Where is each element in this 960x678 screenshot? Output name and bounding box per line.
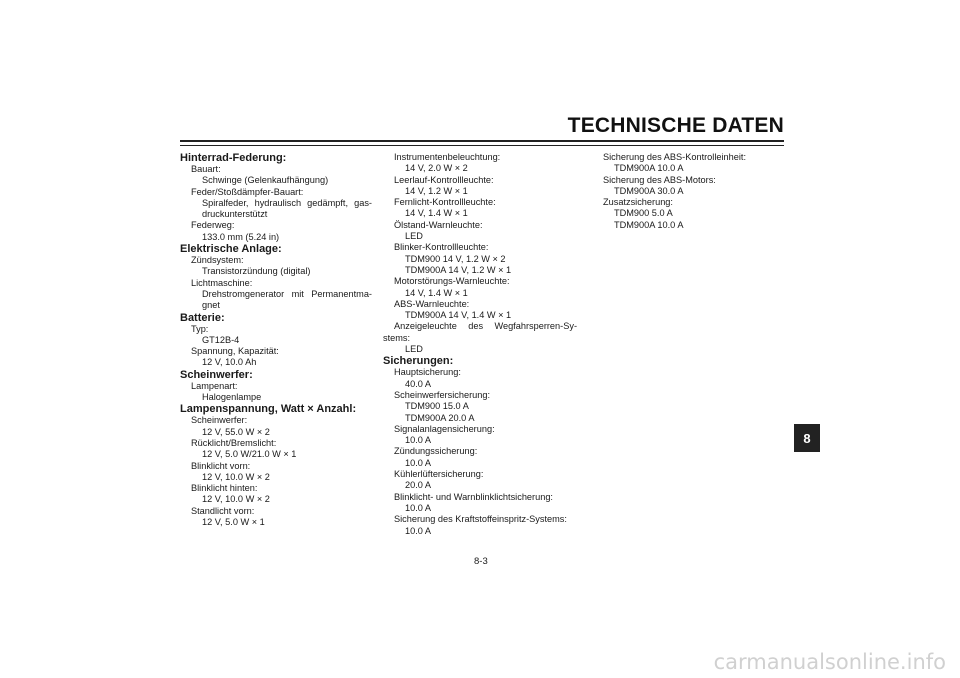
section-heading-bulbs: Lampenspannung, Watt × Anzahl: — [180, 403, 357, 416]
spec-value: 12 V, 5.0 W × 1 — [202, 517, 265, 528]
spec-value: 14 V, 1.4 W × 1 — [405, 208, 468, 219]
section-heading-headlight: Scheinwerfer: — [180, 368, 253, 381]
spec-label: Blinklicht- und Warnblinklichtsicherung: — [394, 491, 553, 502]
watermark: carmanualsonline.info — [713, 650, 946, 674]
spec-value: 14 V, 2.0 W × 2 — [405, 163, 468, 174]
spec-value: GT12B-4 — [202, 334, 240, 345]
spec-value: druckunterstützt — [202, 209, 268, 220]
spec-value: 20.0 A — [405, 480, 432, 491]
spec-label: Rücklicht/Bremslicht: — [191, 437, 277, 448]
spec-label: Feder/Stoßdämpfer-Bauart: — [191, 186, 304, 197]
spec-label: Blinklicht hinten: — [191, 483, 258, 494]
spec-label: Bauart: — [191, 164, 221, 174]
spec-value: 10.0 A — [405, 457, 432, 468]
header-rule-thin — [180, 145, 784, 146]
spec-value: TDM900A 10.0 A — [614, 219, 684, 230]
spec-value: TDM900 15.0 A — [405, 401, 469, 412]
spec-value: 10.0 A — [405, 502, 432, 513]
spec-label: Sicherung des ABS-Kontrolleinheit: — [603, 152, 747, 162]
spec-value: 40.0 A — [405, 378, 432, 389]
spec-label: Zündungssicherung: — [394, 446, 478, 457]
spec-value: 12 V, 10.0 W × 2 — [202, 494, 270, 505]
column-3 — [603, 152, 795, 231]
section-heading-battery: Batterie: — [180, 311, 225, 324]
column-1 — [180, 152, 372, 528]
section-heading-electrical: Elektrische Anlage: — [180, 243, 282, 256]
spec-label: Sicherung des Kraftstoffeinspritz-Systems: — [394, 514, 567, 525]
spec-value: 12 V, 10.0 W × 2 — [202, 471, 270, 482]
spec-label: Kühlerlüftersicherung: — [394, 469, 484, 480]
page-number: 8-3 — [474, 556, 488, 567]
spec-value: 14 V, 1.4 W × 1 — [405, 287, 468, 298]
spec-label: stems: — [383, 332, 411, 343]
section-heading-fuses: Sicherungen: — [383, 355, 454, 368]
spec-value: 133.0 mm (5.24 in) — [202, 231, 280, 242]
spec-label: Blinker-Kontrollleuchte: — [394, 242, 489, 253]
spec-label: Lichtmaschine: — [191, 277, 253, 288]
spec-label: Hauptsicherung: — [394, 367, 461, 378]
spec-label: Instrumentenbeleuchtung: — [394, 152, 501, 162]
chapter-tab: 8 — [794, 424, 820, 452]
spec-label: Sicherung des ABS-Motors: — [603, 174, 716, 185]
spec-value: 12 V, 10.0 Ah — [202, 357, 257, 368]
spec-value: Halogenlampe — [202, 392, 262, 403]
spec-value: 12 V, 55.0 W × 2 — [202, 426, 270, 437]
spec-value: 14 V, 1.2 W × 1 — [405, 185, 468, 196]
spec-label: Ölstand-Warnleuchte: — [394, 219, 483, 230]
spec-value: TDM900 5.0 A — [614, 208, 673, 219]
header-rule-thick — [180, 140, 784, 142]
spec-label: Standlicht vorn: — [191, 505, 255, 516]
spec-label: Anzeigeleuchte des Wegfahrsperren-Sy- — [394, 321, 577, 332]
spec-value: TDM900A 14 V, 1.2 W × 1 — [405, 264, 512, 275]
spec-label: Scheinwerfersicherung: — [394, 389, 491, 400]
column-2 — [383, 152, 577, 537]
spec-label: Zündsystem: — [191, 255, 244, 266]
spec-label: Lampenart: — [191, 380, 238, 391]
spec-label: ABS-Warnleuchte: — [394, 298, 470, 309]
page-title: TECHNISCHE DATEN — [567, 114, 784, 137]
spec-label: Signalanlagensicherung: — [394, 423, 495, 434]
spec-value: TDM900A 10.0 A — [614, 163, 684, 174]
spec-label: Leerlauf-Kontrollleuchte: — [394, 174, 494, 185]
spec-label: Zusatzsicherung: — [603, 197, 673, 208]
spec-value: Drehstromgenerator mit Permanentma- — [202, 288, 372, 299]
spec-value: LED — [405, 344, 423, 355]
spec-label: Fernlicht-Kontrollleuchte: — [394, 197, 496, 208]
spec-value: gnet — [202, 300, 220, 311]
spec-label: Motorstörungs-Warnleuchte: — [394, 276, 510, 287]
spec-value: Transistorzündung (digital) — [202, 266, 311, 277]
spec-label: Blinklicht vorn: — [191, 460, 251, 471]
spec-value: TDM900A 14 V, 1.4 W × 1 — [405, 310, 512, 321]
spec-value: 12 V, 5.0 W/21.0 W × 1 — [202, 449, 297, 460]
spec-value: 10.0 A — [405, 435, 432, 446]
section-heading-rear-suspension: Hinterrad-Federung: — [180, 152, 287, 164]
spec-value: LED — [405, 231, 423, 242]
spec-label: Federweg: — [191, 220, 235, 231]
spec-label: Scheinwerfer: — [191, 415, 248, 426]
spec-value: 10.0 A — [405, 525, 432, 536]
spec-value: TDM900A 20.0 A — [405, 412, 475, 423]
spec-label: Typ: — [191, 323, 209, 334]
spec-value: Schwinge (Gelenkaufhängung) — [202, 175, 329, 186]
spec-value: TDM900 14 V, 1.2 W × 2 — [405, 253, 506, 264]
spec-value: TDM900A 30.0 A — [614, 185, 684, 196]
spec-label: Spannung, Kapazität: — [191, 346, 279, 357]
spec-value: Spiralfeder, hydraulisch gedämpft, gas- — [202, 197, 372, 208]
